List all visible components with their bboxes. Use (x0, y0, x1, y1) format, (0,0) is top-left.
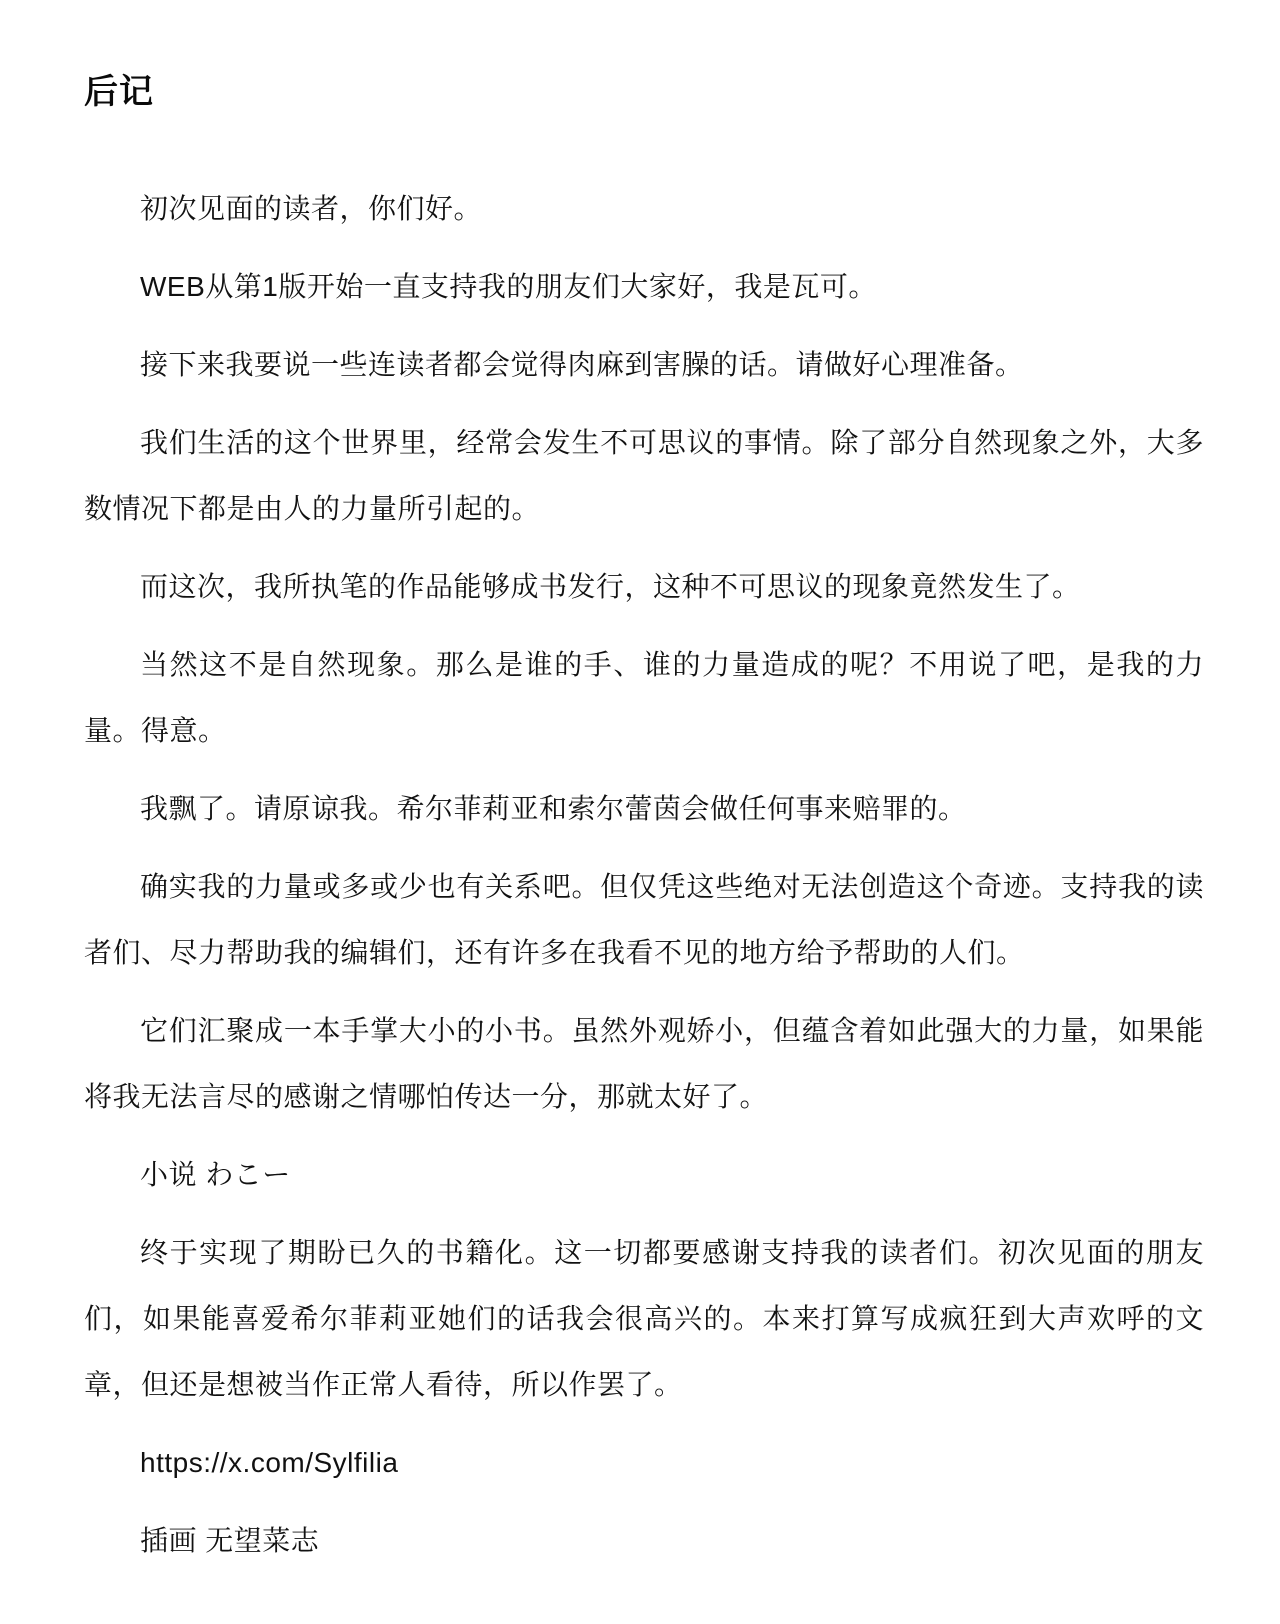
paragraph-greeting-new-readers: 初次见面的读者，你们好。 (140, 193, 483, 224)
paragraph-small-book: 它们汇聚成一本手掌大小的小书。虽然外观娇小，但蕴含着如此强大的力量，如果能将我无法言尽的感谢之情哪怕传达一分，那就太好了。 (84, 1015, 1204, 1112)
author-credit-line: 小说 わこー (140, 1159, 291, 1190)
paragraph-greeting-web-readers: WEB从第1版开始一直支持我的朋友们大家好，我是瓦可。 (140, 271, 877, 302)
page-title: 后记 (84, 73, 154, 111)
paragraph-warning: 接下来我要说一些连读者都会觉得肉麻到害臊的话。请做好心理准备。 (140, 349, 1024, 380)
paragraph-finally-published: 终于实现了期盼已久的书籍化。这一切都要感谢支持我的读者们。初次见面的朋友们，如果能喜爱希尔菲莉亚她们的话我会很高兴的。本来打算写成疯狂到大声欢呼的文章，但还是想被当作正常人看待，所以作罢了。 (84, 1237, 1204, 1400)
paragraph-world-wonders: 我们生活的这个世界里，经常会发生不可思议的事情。除了部分自然现象之外，大多数情况下都是由人的力量所引起的。 (84, 427, 1204, 524)
illustrator-credit-line: 插画 无望菜志 (140, 1525, 320, 1556)
paragraph-whose-power: 当然这不是自然现象。那么是谁的手、谁的力量造成的呢？不用说了吧，是我的力量。得意。 (84, 649, 1204, 746)
document-body (84, 176, 1204, 1574)
paragraph-thanks-supporters: 确实我的力量或多或少也有关系吧。但仅凭这些绝对无法创造这个奇迹。支持我的读者们、尽力帮助我的编辑们，还有许多在我看不见的地方给予帮助的人们。 (84, 871, 1204, 968)
url-text: https://x.com/Sylfilia (140, 1447, 399, 1478)
paragraph-book-publication: 而这次，我所执笔的作品能够成书发行，这种不可思议的现象竟然发生了。 (140, 571, 1081, 602)
paragraph-apology: 我飘了。请原谅我。希尔菲莉亚和索尔蕾茵会做任何事来赔罪的。 (140, 793, 967, 824)
